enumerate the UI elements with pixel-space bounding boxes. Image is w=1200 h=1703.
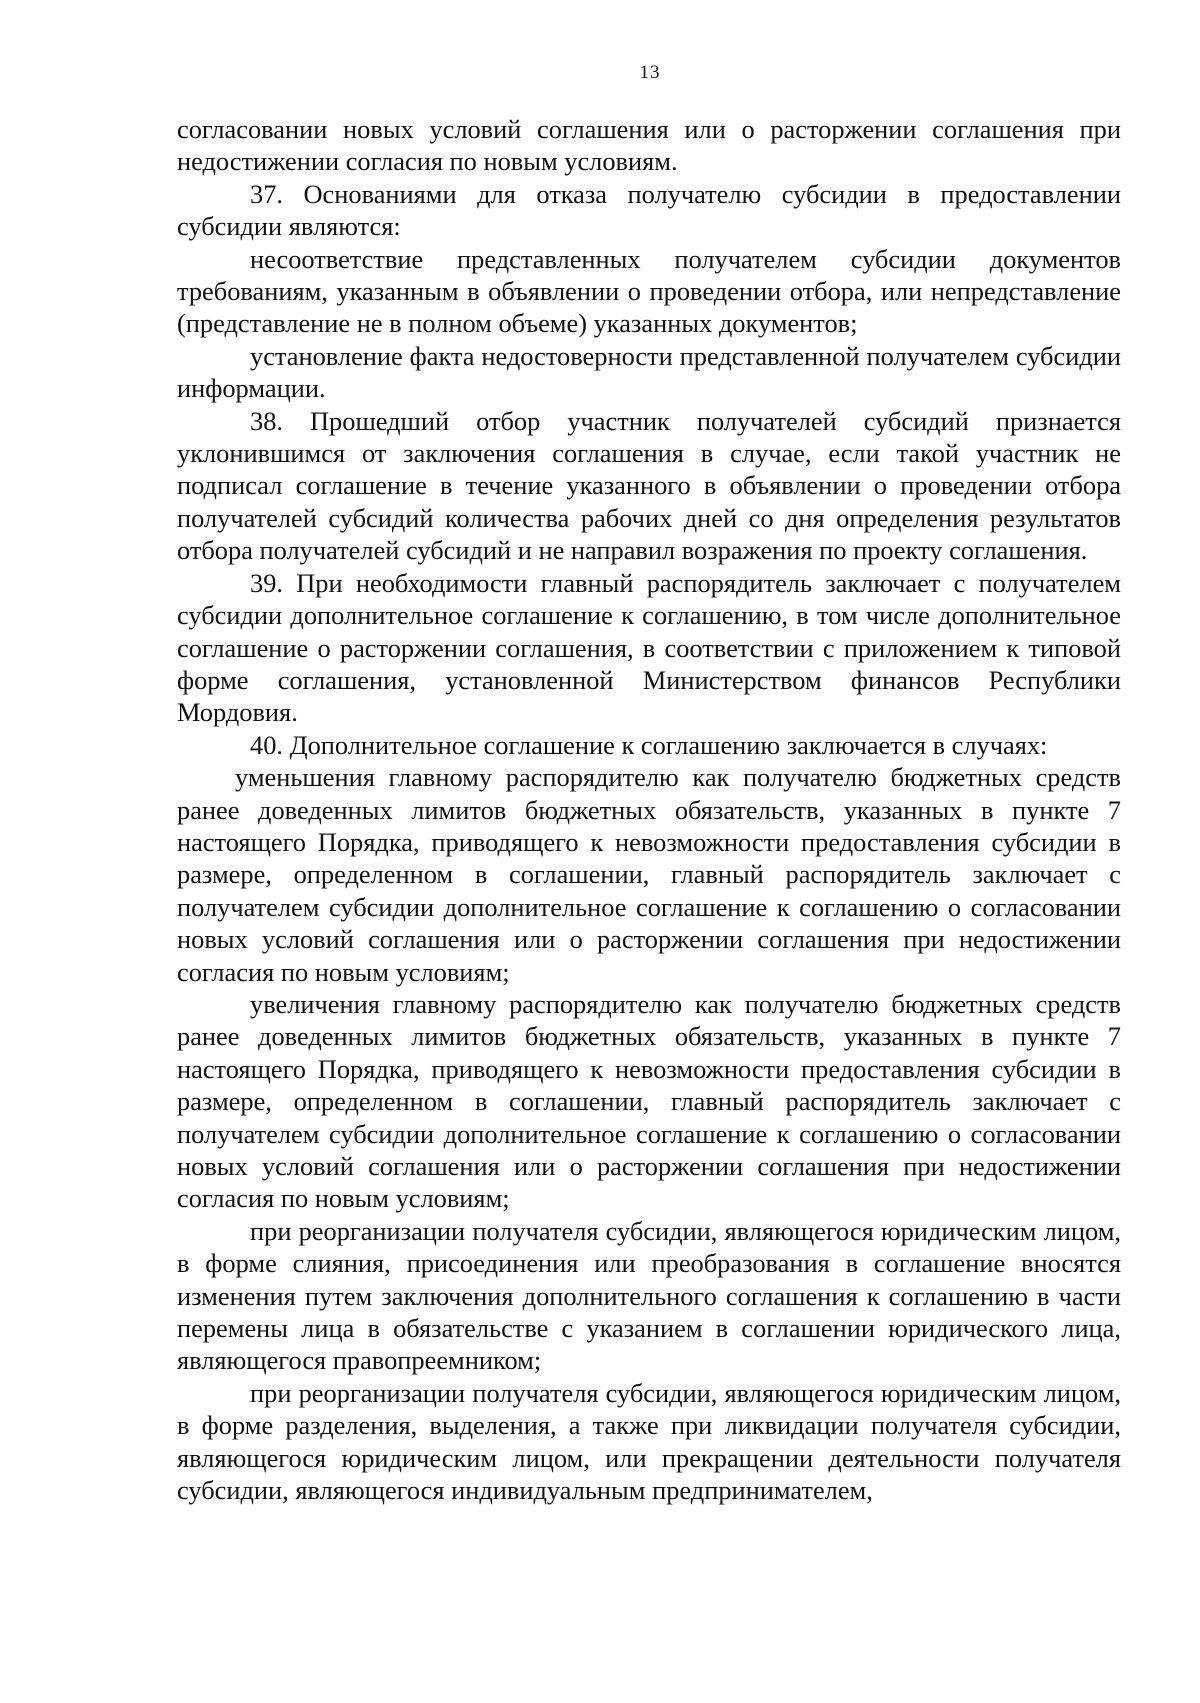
paragraph-40-item-a: уменьшения главному распорядителю как получателю бюджетных средств ранее доведенных лимитов бюджетных обязательств, указанных в пункте 7 настоящего Порядка, приводящего к невозможности предоставления субсидии в размере, определенном в соглашении, главный распорядитель заключает с получателем субсидии дополнительное соглашение к соглашению о согласовании новых условий соглашения или о расторжении соглашения при недостижении согласия по новым условиям;: [177, 762, 1121, 987]
document-body: [177, 113, 1121, 1506]
paragraph-40-item-d: при реорганизации получателя субсидии, являющегося юридическим лицом, в форме разделения, выделения, а также при ликвидации получателя субсидии, являющегося юридическим лицом, или прекращении деятельности получателя субсидии, являющегося индивидуальным предпринимателем,: [177, 1377, 1121, 1506]
page-number: 13: [639, 62, 661, 83]
paragraph-40: 40. Дополнительное соглашение к соглашению заключается в случаях:: [250, 729, 1048, 760]
paragraph-37-item-b: установление факта недостоверности представленной получателем субсидии информации.: [177, 340, 1121, 404]
paragraph-37: 37. Основаниями для отказа получателю субсидии в предоставлении субсидии являются:: [177, 178, 1121, 242]
paragraph-40-item-b: увеличения главному распорядителю как получателю бюджетных средств ранее доведенных лимитов бюджетных обязательств, указанных в пункте 7 настоящего Порядка, приводящего к невозможности предоставления субсидии в размере, определенном в соглашении, главный распорядитель заключает с получателем субсидии дополнительное соглашение к соглашению о согласовании новых условий соглашения или о расторжении соглашения при недостижении согласия по новым условиям;: [177, 988, 1121, 1214]
paragraph-38: 38. Прошедший отбор участник получателей субсидий признается уклонившимся от заключения соглашения в случае, если такой участник не подписал соглашение в течение указанного в объявлении о проведении отбора получателей субсидий количества рабочих дней со дня определения результатов отбора получателей субсидий и не направил возражения по проекту соглашения.: [177, 405, 1121, 566]
paragraph-40-item-c: при реорганизации получателя субсидии, являющегося юридическим лицом, в форме слияния, присоединения или преобразования в соглашение вносятся изменения путем заключения дополнительного соглашения к соглашению в части перемены лица в обязательстве с указанием в соглашении юридического лица, являющегося правопреемником;: [177, 1215, 1121, 1376]
paragraph-39: 39. При необходимости главный распорядитель заключает с получателем субсидии дополнительное соглашение к соглашению, в том числе дополнительное соглашение о расторжении соглашения, в соответствии с приложением к типовой форме соглашения, установленной Министерством финансов Республики Мордовия.: [177, 567, 1121, 728]
paragraph-continuation: согласовании новых условий соглашения или о расторжении соглашения при недостижении согласия по новым условиям.: [177, 114, 1121, 177]
paragraph-37-item-a: несоответствие представленных получателем субсидии документов требованиям, указанным в объявлении о проведении отбора, или непредставление (представление не в полном объеме) указанных документов;: [177, 243, 1121, 339]
